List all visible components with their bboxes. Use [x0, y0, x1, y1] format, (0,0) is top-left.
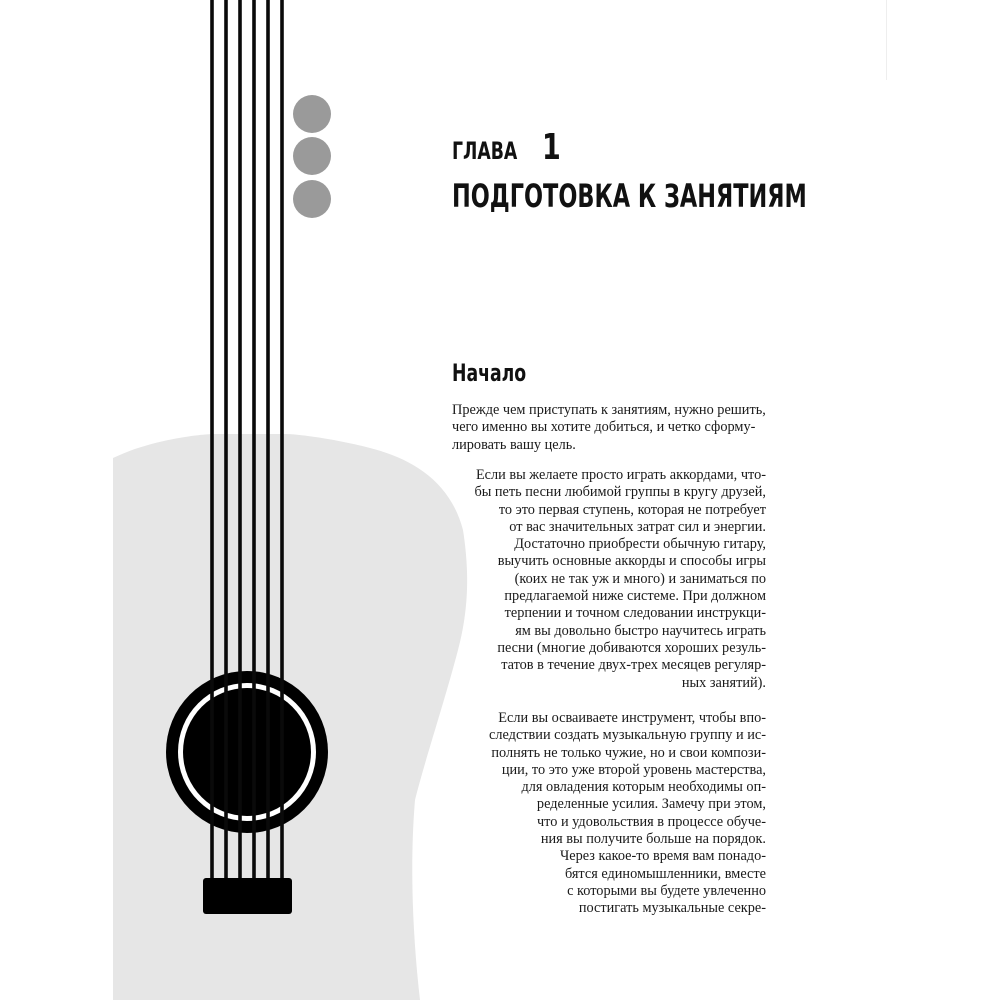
paragraph-second-level: [450, 710, 766, 918]
chapter-number: 1: [541, 127, 561, 168]
paragraph-first-level: [450, 467, 766, 692]
text-line: ции, то это уже второй уровень мастерства,: [501, 761, 766, 778]
text-line: Если вы желаете просто играть аккордами, что-: [475, 467, 766, 483]
section-title: Начало: [452, 359, 527, 387]
text-line: выучить основные аккорды и способы игры: [497, 553, 766, 570]
chapter-label: [452, 128, 567, 171]
text-line: Если вы осваиваете инструмент, чтобы впо-: [498, 710, 766, 726]
text-line: от вас значительных затрат сил и энергии.: [509, 518, 766, 535]
paragraph-intro: [452, 402, 782, 454]
text-line: ределенные усилия. Замечу при этом,: [536, 796, 766, 813]
chapter-label-word: ГЛАВА: [452, 137, 518, 165]
tuning-peg: [293, 180, 331, 218]
text-line: полнять не только чужие, но и свои компози-: [491, 744, 766, 761]
text-line: что и удовольствия в процессе обуче-: [536, 813, 766, 830]
text-line: для овладения которым необходимы оп-: [521, 779, 766, 796]
text-line: Через какое-то время вам понадо-: [560, 848, 766, 865]
text-line: следствии создать музыкальную группу и ис-: [489, 727, 766, 744]
text-line: бятся единомышленники, вместе: [564, 865, 766, 882]
text-line: Достаточно приобрести обычную гитару,: [514, 536, 766, 553]
sound-hole: [183, 688, 311, 816]
text-line: то это первая ступень, которая не потребует: [498, 501, 766, 518]
text-line: с которыми вы будете увлеченно: [567, 882, 766, 899]
text-line: песни (многие добиваются хороших резуль-: [497, 639, 766, 656]
text-line: постигать музыкальные секре-: [578, 900, 766, 917]
page-edge-rule: [886, 0, 887, 80]
text-line: терпении и точном следовании инструкци-: [504, 605, 766, 622]
text-line: ния вы получите больше на порядок.: [540, 831, 766, 848]
text-line: чего именно вы хотите добиться, и четко сформу-: [452, 419, 756, 436]
guitar-bridge: [203, 878, 292, 914]
text-line: Прежде чем приступать к занятиям, нужно решить,: [452, 402, 766, 418]
tuning-peg: [293, 137, 331, 175]
text-line: (коих не так уж и много) и заниматься по: [514, 570, 766, 587]
text-line: татов в течение двух-трех месяцев регуляр-: [501, 657, 766, 674]
text-line: предлагаемой ниже системе. При должном: [504, 588, 766, 605]
text-line: ных занятий).: [681, 674, 766, 691]
tuning-peg: [293, 95, 331, 133]
text-line: бы петь песни любимой группы в кругу друзей,: [474, 484, 766, 501]
text-line: ям вы довольно быстро научитесь играть: [515, 622, 766, 639]
text-line: лировать вашу цель.: [452, 436, 576, 453]
chapter-title: ПОДГОТОВКА К ЗАНЯТИЯМ: [452, 177, 807, 215]
